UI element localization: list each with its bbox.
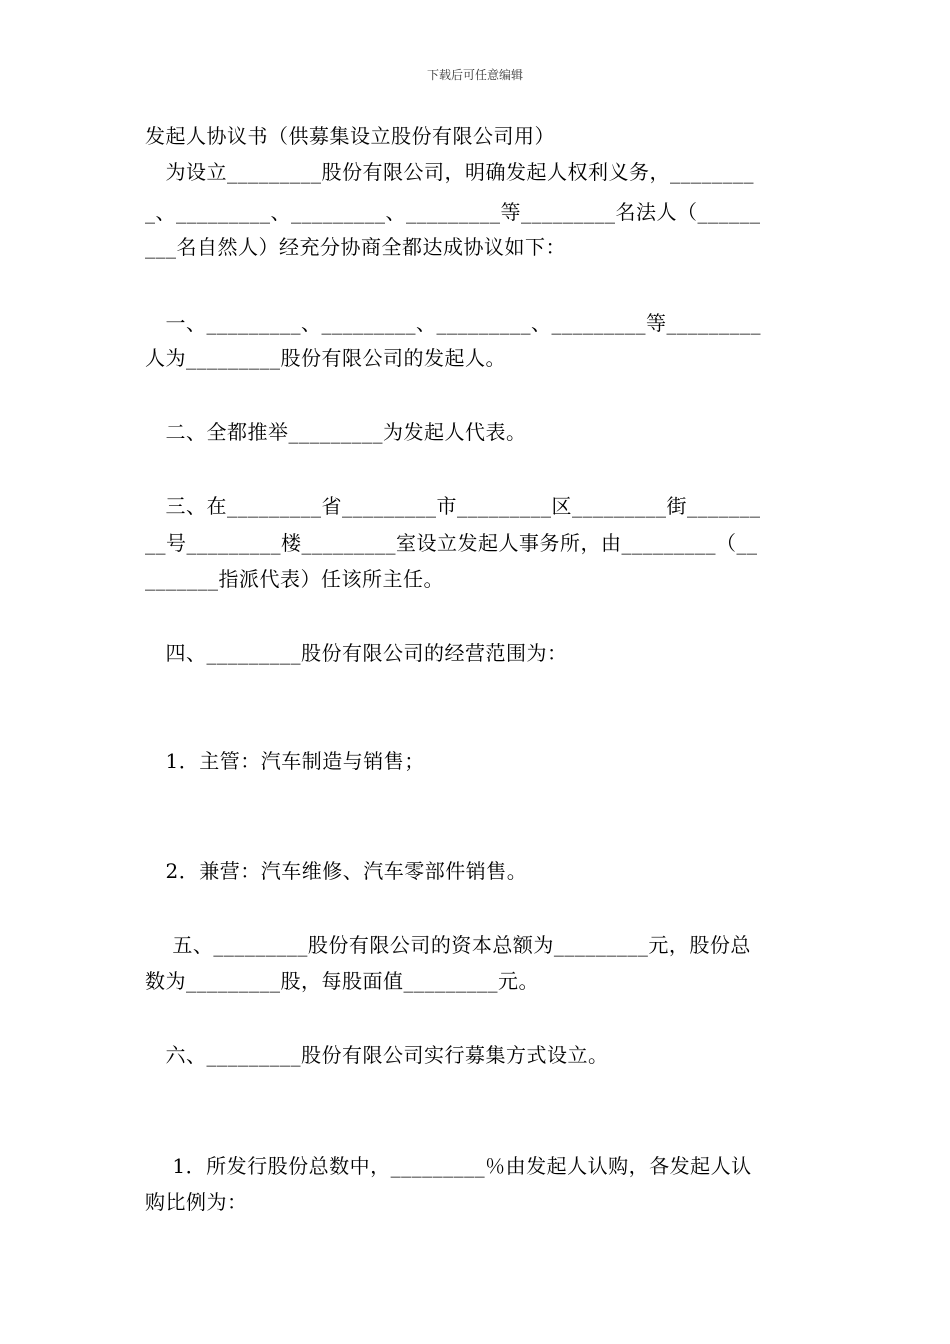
paragraph-line: 为设立_________股份有限公司，明确发起人权利义务，________ [145,160,754,184]
paragraph-line: _、_________、_________、_________等_________名法人（______ [145,200,761,224]
clause-1-line: 一、_________、_________、_________、_________等_________ [145,311,761,335]
clause-5-line: 数为_________股，每股面值_________元。 [145,969,539,993]
clause-1-line: 人为_________股份有限公司的发起人。 [145,346,506,370]
clause-6-item-1: 购比例为： [145,1190,248,1214]
clause-5-line: 五、_________股份有限公司的资本总额为_________元，股份总 [145,933,751,957]
clause-3-line: _______指派代表）任该所主任。 [145,567,444,591]
clause-4-item-1: 1．主管：汽车制造与销售； [145,749,425,773]
clause-6-line: 六、_________股份有限公司实行募集方式设立。 [145,1043,609,1067]
clause-2-line: 二、全都推举_________为发起人代表。 [145,420,527,444]
clause-4-item-2: 2．兼营：汽车维修、汽车零部件销售。 [145,859,528,883]
page-header: 下载后可任意编辑 [426,68,523,82]
paragraph-line: ___名自然人）经充分协商全都达成协议如下： [145,235,566,259]
document-title: 发起人协议书（供募集设立股份有限公司用） [145,124,555,148]
clause-3-line: __号_________楼_________室设立发起人事务所，由_________（__ [145,531,758,555]
clause-4-line: 四、_________股份有限公司的经营范围为： [145,641,568,665]
clause-6-item-1: 1．所发行股份总数中，_________％由发起人认购，各发起人认 [145,1154,752,1178]
clause-3-line: 三、在_________省_________市_________区_________街_______ [145,494,761,518]
